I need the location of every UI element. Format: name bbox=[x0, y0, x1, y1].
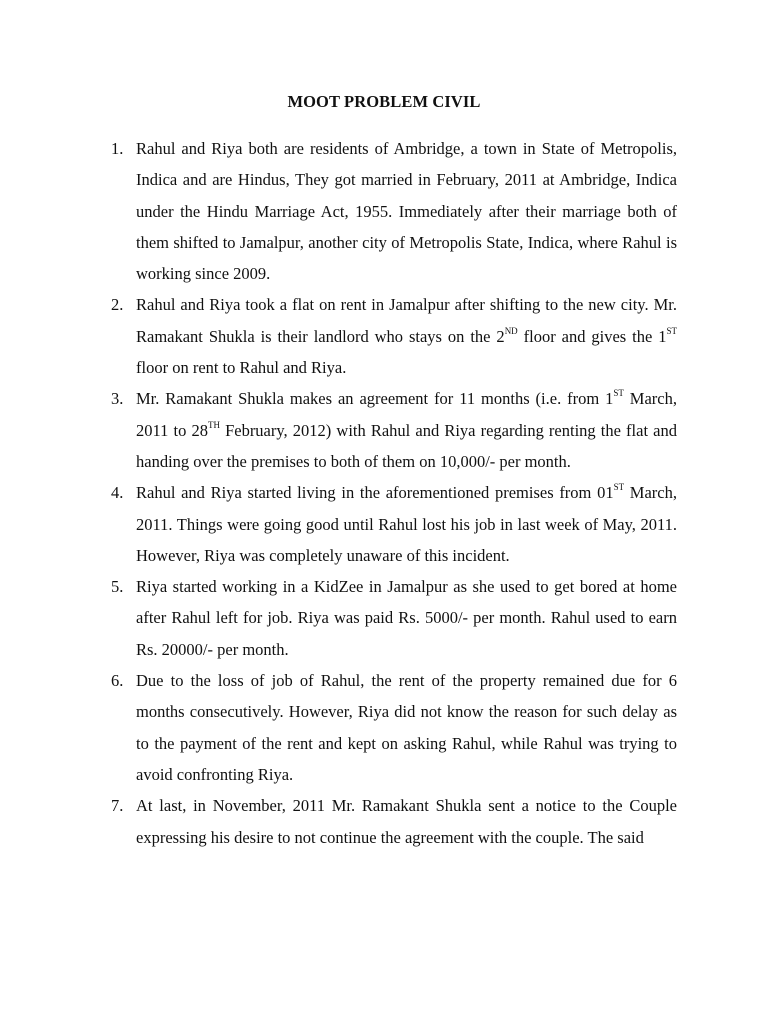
list-item-text: Mr. Ramakant Shukla makes an agreement for 11 months (i.e. from 1 bbox=[136, 389, 614, 409]
list-item-text: February, 2012) with Rahul and Riya regarding renting the flat and handing over the premises to both of them on 10,000/- per month. bbox=[136, 420, 677, 471]
list-item-number: 3. bbox=[111, 389, 124, 409]
list-item-number: 2. bbox=[111, 295, 124, 315]
list-item-text: Rahul and Riya both are residents of Ambridge, a town in State of Metropolis, Indica and are Hindus, They got married in February, 2011 at Ambridge, Indica under the Hindu Marriage Act, 1955. Immediately after their marriage both of them shifted to Jamalpur, another city of Metropolis State, Indica, where Rahul is working since 2009. bbox=[136, 139, 677, 284]
list-item-text: At last, in November, 2011 Mr. Ramakant Shukla sent a notice to the Couple expressing his desire to not continue the agreement with the couple. The said bbox=[136, 796, 677, 847]
numbered-list bbox=[0, 133, 768, 853]
list-item bbox=[0, 289, 677, 383]
list-item bbox=[0, 477, 677, 571]
ordinal-superscript: ST bbox=[666, 325, 678, 336]
list-item-text: March, 2011. Things were going good until Rahul lost his job in last week of May, 2011. However, Riya was completely unaware of this incident. bbox=[136, 483, 677, 565]
list-item-text: floor on rent to Rahul and Riya. bbox=[136, 358, 347, 378]
document-title: MOOT PROBLEM CIVIL bbox=[287, 92, 481, 111]
list-item-text: Rahul and Riya started living in the aforementioned premises from 01 bbox=[136, 483, 614, 503]
list-item-number: 7. bbox=[111, 796, 124, 816]
ordinal-superscript: ST bbox=[613, 482, 625, 493]
list-item bbox=[0, 383, 677, 477]
list-item bbox=[0, 665, 677, 790]
list-item-number: 1. bbox=[111, 139, 124, 158]
list-item bbox=[0, 571, 677, 665]
ordinal-superscript: ND bbox=[504, 325, 518, 336]
list-item-text: Due to the loss of job of Rahul, the rent of the property remained due for 6 months consecutively. However, Riya did not know the reason for such delay as to the payment of the rent and kept on asking Rahul, while Rahul was trying to avoid confronting Riya. bbox=[136, 671, 677, 784]
ordinal-superscript: TH bbox=[207, 419, 220, 430]
list-item-text: floor and gives the 1 bbox=[517, 326, 667, 346]
list-item-text: Riya started working in a KidZee in Jamalpur as she used to get bored at home after Rahul left for job. Riya was paid Rs. 5000/- per month. Rahul used to earn Rs. 20000/- per month. bbox=[136, 577, 677, 659]
list-item-text: Rahul and Riya took a flat on rent in Jamalpur after shifting to the new city. Mr. Ramakant Shukla is their landlord who stays on the 2 bbox=[136, 295, 677, 346]
list-item bbox=[0, 133, 677, 289]
list-item-number: 5. bbox=[111, 577, 124, 597]
ordinal-superscript: ST bbox=[613, 388, 624, 399]
list-item-number: 4. bbox=[111, 483, 124, 503]
list-item-number: 6. bbox=[111, 671, 124, 691]
list-item bbox=[0, 790, 677, 853]
list-item-text: March, 2011 to 28 bbox=[136, 389, 677, 440]
